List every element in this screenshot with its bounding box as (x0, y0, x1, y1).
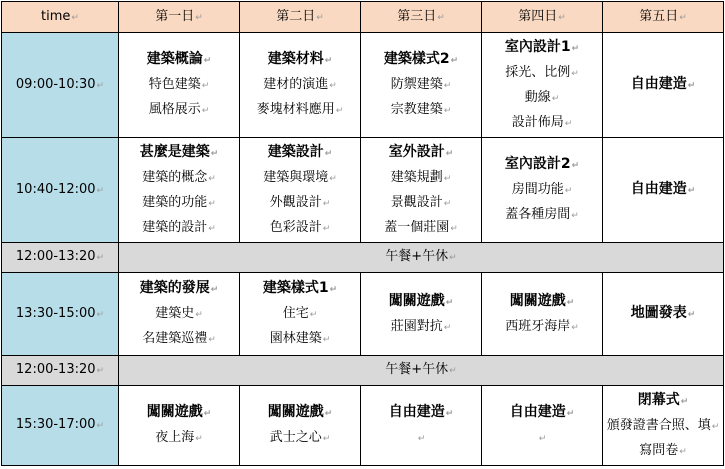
session-topic: 建築史↵ (155, 306, 203, 321)
session-cell (603, 33, 724, 138)
session-cell (482, 138, 603, 243)
session-row (2, 138, 724, 243)
session-topic: 建築的功能↵ (142, 194, 216, 210)
session-cell (603, 138, 724, 243)
header-time: time↵ (2, 2, 119, 33)
time-slot: 15:30-17:00↵ (2, 386, 119, 466)
session-topic: 夜上海↵ (155, 430, 203, 445)
session-title: 闖關遊戲↵ (146, 404, 212, 420)
break-time: 12:00-13:20↵ (2, 356, 119, 386)
header-day-1: 第一日↵ (119, 2, 240, 33)
session-cell (240, 386, 361, 466)
session-cell (603, 386, 724, 466)
time-slot: 09:00-10:30↵ (2, 33, 119, 138)
lunch-break: 午餐+午休↵ (119, 356, 724, 386)
session-topic: 建築與環境↵ (263, 169, 337, 185)
header-day-3: 第三日↵ (361, 2, 482, 33)
session-topic: 採光、比例↵ (505, 64, 579, 80)
session-title: 闖關遊戲↵ (388, 292, 454, 309)
session-cell (119, 33, 240, 138)
header-day-2: 第二日↵ (240, 2, 361, 33)
break-row (2, 243, 724, 273)
session-title: 甚麼是建築↵ (139, 143, 219, 160)
session-topic: 西班牙海岸↵ (505, 318, 579, 334)
session-title: 自由建造↵ (388, 404, 454, 420)
session-cell (240, 138, 361, 243)
session-title: 自由建造↵ (630, 181, 696, 197)
header-row (2, 2, 724, 33)
session-topic: 動線↵ (524, 89, 560, 105)
session-title: 室內設計1↵ (504, 38, 580, 55)
session-topic: 莊園對抗↵ (390, 318, 452, 334)
session-title: 闖關遊戲↵ (509, 292, 575, 309)
session-topic: 建築的概念↵ (142, 169, 216, 185)
session-row (2, 33, 724, 138)
session-topic: 頒發證書合照、填↵ (606, 417, 720, 433)
session-topic: ↵ (417, 434, 426, 444)
session-cell (482, 386, 603, 466)
header-day-5: 第五日↵ (603, 2, 724, 33)
time-slot: 13:30-15:00↵ (2, 273, 119, 356)
session-topic: 房間功能↵ (511, 182, 573, 197)
session-topic: 蓋一個莊園↵ (384, 219, 458, 235)
session-cell (482, 273, 603, 356)
session-cell (119, 273, 240, 356)
session-title: 閉幕式↵ (637, 391, 689, 408)
session-title: 建築概論↵ (146, 51, 212, 67)
session-topic: 住宅↵ (282, 306, 318, 321)
session-topic: 武士之心↵ (269, 430, 331, 445)
session-cell (361, 386, 482, 466)
session-topic: 設計佈局↵ (511, 114, 573, 130)
lunch-break: 午餐+午休↵ (119, 243, 724, 273)
session-topic: 外觀設計↵ (269, 194, 331, 210)
session-cell (361, 138, 482, 243)
header-day-4: 第四日↵ (482, 2, 603, 33)
session-title: 闖關遊戲↵ (267, 404, 333, 420)
session-cell (240, 273, 361, 356)
session-topic: 色彩設計↵ (269, 219, 331, 235)
session-title: 室外設計↵ (388, 143, 454, 160)
session-topic: 寫問卷↵ (639, 442, 687, 458)
session-title: 自由建造↵ (509, 404, 575, 420)
session-topic: 防禦建築↵ (390, 77, 452, 92)
session-topic: 宗教建築↵ (390, 102, 452, 117)
session-topic: 景觀設計↵ (390, 194, 452, 210)
session-cell (240, 33, 361, 138)
session-cell (603, 273, 724, 356)
session-title: 建築樣式1↵ (262, 280, 338, 296)
session-topic: 名建築巡禮↵ (142, 331, 216, 346)
session-topic: 風格展示↵ (148, 102, 210, 117)
session-title: 建築樣式2↵ (383, 51, 459, 67)
session-title: 建築材料↵ (267, 51, 333, 67)
session-title: 建築設計↵ (267, 143, 333, 160)
session-cell (119, 138, 240, 243)
session-topic: 建築的設計↵ (142, 219, 216, 235)
session-cell (119, 386, 240, 466)
session-cell (361, 33, 482, 138)
session-cell (361, 273, 482, 356)
session-topic: 蓋各種房間↵ (505, 207, 579, 222)
session-title: 室內設計2↵ (504, 156, 580, 172)
session-topic: 建築規劃↵ (390, 169, 452, 185)
session-title: 自由建造↵ (630, 76, 696, 92)
session-topic: ↵ (538, 434, 547, 444)
session-row (2, 386, 724, 466)
session-title: 地圖發表↵ (630, 305, 696, 321)
session-topic: 建材的演進↵ (263, 77, 337, 92)
session-row (2, 273, 724, 356)
session-cell (482, 33, 603, 138)
session-title: 建築的發展↵ (139, 280, 219, 296)
schedule-table (1, 1, 724, 466)
break-row (2, 356, 724, 386)
session-topic: 麥塊材料應用↵ (256, 102, 344, 117)
session-topic: 園林建築↵ (269, 331, 331, 346)
session-topic: 特色建築↵ (148, 77, 210, 92)
break-time: 12:00-13:20↵ (2, 243, 119, 273)
time-slot: 10:40-12:00↵ (2, 138, 119, 243)
